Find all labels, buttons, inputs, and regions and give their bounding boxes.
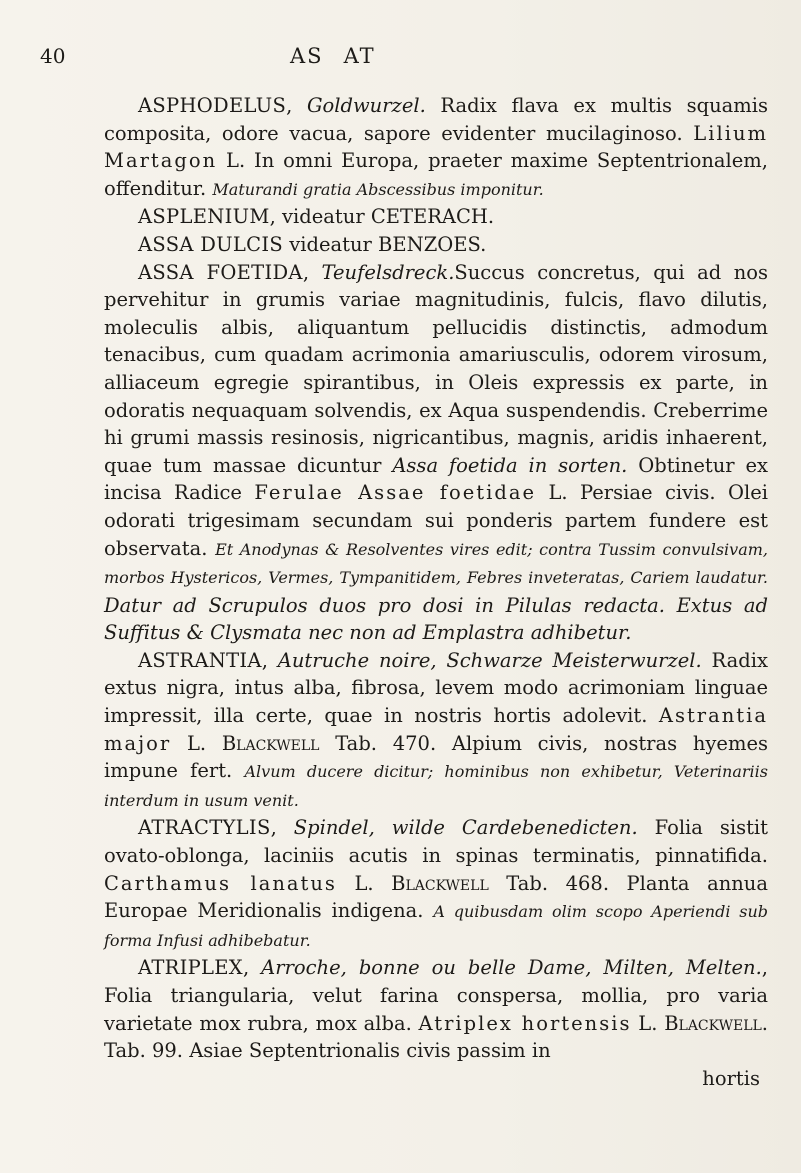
entry-astrantia: ASTRANTIA, Autruche noire, Schwarze Meisterwurzel. Radix extus nigra, intus alba, fibrosa, levem modo acrimoniam linguae impressit, illa certe, quae in nostris hortis adolevit. Astrantia major L. Blackwell Tab. 470. Alpium civis, nostras hyemes impune fert. Alvum ducere dicitur; hominibus non exhibetur, Veterinariis interdum in usum venit. [104, 648, 768, 810]
vernacular-name-secondary: Assa foetida in sorten. [392, 453, 628, 477]
entry-body: videatur BENZOES. [283, 232, 487, 256]
entry-assa-foetida: ASSA FOETIDA, Teufelsdreck.Succus concretus, qui ad nos pervehitur in grumis variae magnitudinis, fulcis, flavo dilutis, moleculis albis, aliquantum pellucidis distinctis, admodum tenacibus, cum quadam acrimonia amariusculis, odorem virosum, alliaceum egregie spirantibus, in Oleis expressis ex parte, in odoratis nequaquam solvendis, ex Aqua suspendendis. Creberrime hi grumi massis resinosis, nigricantibus, magnis, aridis inhaerent, quae tum massae dicuntur Assa foetida in sorten. Obtinetur ex incisa Radice Ferulae Assae foetidae L. Persiae civis. Olei odorati trigesimam secundam sui ponderis partem fundere est observata. Et Anodynas & Resolventes vires edit; contra Tussim convulsivam, morbos Hystericos, Vermes, Tympanitidem, Febres inveteratas, Cariem laudatur. Datur ad Scrupulos duos pro dosi in Pilulas redacta. Extus ad Suffitus & Clysmata nec non ad Emplastra adhibetur. [104, 260, 769, 645]
usage-note: Et Anodynas & Resolventes vires edit; contra Tussim convulsivam, morbos Hystericos, Vermes, Tympanitidem, Febres inveteratas, Cariem laudatur. [104, 539, 769, 588]
entry-head: ATRACTYLIS [138, 816, 271, 840]
species-name: Astrantia major [104, 704, 768, 755]
entry-body: Radix extus nigra, intus alba, fibrosa, levem modo acrimoniam linguae impressit, illa certe, quae in nostris hortis adolevit. [104, 648, 768, 728]
entry-body: , Folia triangularia, velut farina conspersa, mollia, pro varia varietate mox rubra, mox alba. [104, 956, 768, 1035]
entry-body: , videatur CETERACH. [269, 205, 495, 229]
vernacular-name: Arroche, bonne ou belle Dame, Milten, Melten. [261, 956, 762, 980]
entry-body: Folia sistit ovato-oblonga, laciniis acutis in spinas terminatis, pinnatifida. [104, 816, 769, 868]
usage-note: A quibusdam olim scopo Aperiendi sub forma Infusi adhibebatur. [104, 902, 769, 950]
entry-body: Radix flava ex multis squamis composita, odore vacua, sapore evidenter mucilaginoso. [104, 94, 768, 145]
vernacular-name: Teufelsdreck. [321, 260, 455, 284]
species-name: Ferulae Assae foetidae [254, 481, 537, 505]
entry-atriplex: ATRIPLEX, Arroche, bonne ou belle Dame, Milten, Melten., Folia triangularia, velut farina conspersa, mollia, pro varia varietate mox rubra, mox alba. Atriplex hortensis L. Blackwell. Tab. 99. Asiae Septentrionalis civis passim in hortis [104, 954, 768, 1092]
entry-head: ASSA FOETIDA [138, 260, 303, 284]
page-number: 40 [40, 44, 66, 68]
running-head-right: AT [343, 44, 376, 68]
vernacular-name: Goldwurzel. [306, 94, 426, 117]
species-name: Atriplex hortensis [418, 1011, 632, 1035]
entry-asplenium [104, 203, 768, 231]
usage-note: Maturandi gratia Abscessibus imponitur. [212, 179, 544, 199]
author-name: Blackwell [391, 871, 489, 895]
author-name: Blackwell. [664, 1011, 768, 1035]
vernacular-name: Spindel, wilde Cardebenedicten. [293, 816, 638, 840]
running-head-left: AS [290, 44, 324, 68]
entry-assa-dulcis [104, 231, 768, 259]
entry-body: Succus concretus, qui ad nos pervehitur in grumis variae magnitudinis, fulcis, flavo dilutis, moleculis albis, aliquantum pellucidis distinctis, admodum tenacibus, cum quadam acrimonia amariusculis, odorem virosum, alliaceum egregie spirantibus, in Oleis expressis ex parte, in odoratis nequaquam solvendis, ex Aqua suspendendis. Creberrime hi grumi massis resinosis, nigricantibus, magnis, aridis inhaerent, quae tum massae dicuntur [104, 260, 768, 477]
entry-head: ATRIPLEX [138, 956, 243, 980]
running-head [290, 44, 396, 68]
entry-asphodelus: ASPHODELUS, Goldwurzel. Radix flava ex multis squamis composita, odore vacua, sapore evidenter mucilaginoso. Lilium Martagon L. In omni Europa, praeter maxime Septentrionalem, offenditur. Maturandi gratia Abscessibus imponitur. [104, 94, 768, 200]
page-header [40, 44, 780, 74]
vernacular-name: Autruche noire, Schwarze Meisterwurzel. [277, 648, 702, 672]
main-text [104, 92, 768, 1092]
entry-head: ASPHODELUS [138, 94, 287, 117]
author-name: Blackwell [221, 731, 320, 755]
dosage-note: Datur ad Scrupulos duos pro dosi in Pilulas redacta. Extus ad Suffitus & Clysmata nec non ad Emplastra adhibetur. [104, 593, 768, 645]
species-name: Lilium Martagon [104, 121, 768, 173]
species-name: Carthamus lanatus [104, 871, 337, 895]
entry-head: ASPLENIUM [138, 205, 270, 229]
entry-head: ASSA DULCIS [138, 232, 284, 256]
usage-note: Alvum ducere dicitur; hominibus non exhibetur, Veterinariis interdum in usum venit. [104, 762, 768, 810]
catchword: hortis [702, 1066, 760, 1090]
entry-atractylis: ATRACTYLIS, Spindel, wilde Cardebenedicten. Folia sistit ovato-oblonga, laciniis acutis in spinas terminatis, pinnatifida. Carthamus lanatus L. Blackwell Tab. 468. Planta annua Europae Meridionalis indigena. A quibusdam olim scopo Aperiendi sub forma Infusi adhibebatur. [104, 816, 769, 950]
entry-head: ASTRANTIA [138, 648, 262, 672]
